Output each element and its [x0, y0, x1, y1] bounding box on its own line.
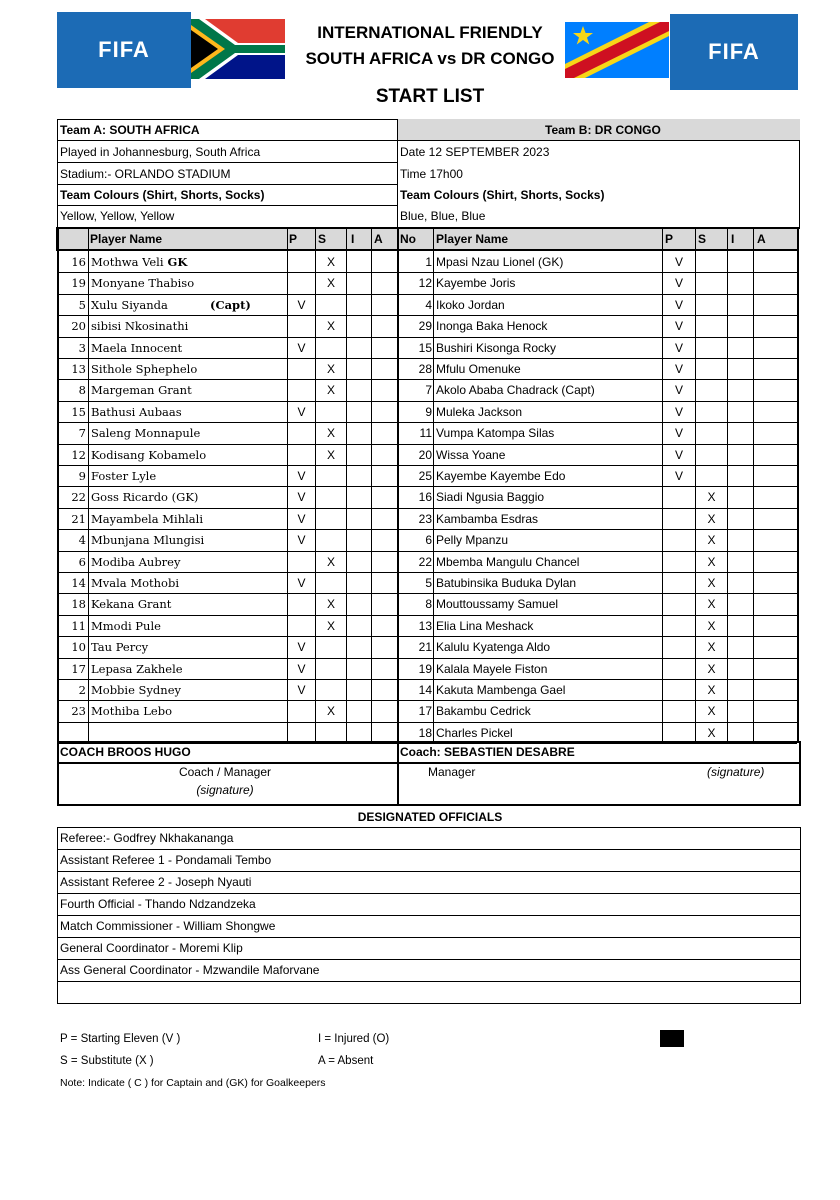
official-name: Referee:- Godfrey Nkhakananga: [60, 831, 234, 845]
team-a-player-number: 14: [71, 576, 86, 590]
team-b-player-number: 20: [418, 448, 432, 462]
team-b-player-number: 16: [418, 490, 432, 504]
team-a-starting-mark: V: [297, 405, 306, 419]
team-a-substitute-mark: X: [326, 448, 335, 462]
manager-label-b: Manager: [428, 765, 476, 779]
team-b-player-name: Kakuta Mambenga Gael: [436, 683, 566, 697]
official-name: Assistant Referee 2 - Joseph Nyauti: [60, 875, 252, 889]
south-africa-flag-icon: [191, 19, 285, 79]
team-a-player-number: 19: [71, 276, 86, 290]
header-s-b: S: [698, 232, 707, 246]
header-no: No: [400, 232, 416, 246]
column-line: [797, 228, 799, 743]
team-a-player-name: Mvala Mothobi: [91, 576, 180, 590]
team-a-starting-mark: V: [297, 662, 306, 676]
team-b-player-number: 13: [418, 619, 432, 633]
official-row: [57, 981, 801, 1004]
team-a-player-number: 3: [78, 341, 86, 355]
team-b-substitute-mark: X: [707, 555, 716, 569]
team-a-player-number: 23: [71, 704, 86, 718]
legend-a: A = Absent: [318, 1055, 374, 1067]
team-a-player-name: Bathusi Aubaas: [91, 405, 182, 419]
team-b-player-name: Charles Pickel: [436, 726, 513, 740]
team-b-player-name: Batubinsika Buduka Dylan: [436, 576, 577, 590]
team-b-player-name: Siadi Ngusia Baggio: [436, 490, 545, 504]
team-a-substitute-mark: X: [326, 597, 335, 611]
team-a-player-number: 11: [71, 619, 86, 633]
team-b-player-number: 23: [418, 512, 432, 526]
team-b-starting-mark: V: [674, 319, 683, 333]
team-b-starting-mark: V: [674, 255, 683, 269]
team-b-player-name: Bakambu Cedrick: [436, 704, 531, 718]
team-b-player-number: 18: [418, 726, 432, 740]
column-line: [57, 228, 59, 743]
fifa-logo-left: FIFA: [57, 12, 191, 88]
team-b-player-name: Kayembe Kayembe Edo: [436, 469, 566, 483]
team-b-player-name: Elia Lina Meshack: [436, 619, 534, 633]
column-line: [753, 228, 754, 743]
team-b-player-name: Bushiri Kisonga Rocky: [436, 341, 557, 355]
column-line: [315, 228, 316, 743]
header-s-a: S: [318, 232, 327, 246]
title-line-2: SOUTH AFRICA vs DR CONGO: [305, 49, 555, 68]
team-a-player-tag: GK: [167, 255, 188, 269]
header-a-a: A: [374, 232, 383, 246]
team-b-player-number: 11: [419, 426, 432, 440]
team-b-player-name: Pelly Mpanzu: [436, 533, 509, 547]
team-b-starting-mark: V: [674, 298, 683, 312]
team-b-substitute-mark: X: [707, 597, 716, 611]
team-b-player-number: 1: [425, 255, 432, 269]
official-name: Match Commissioner - William Shongwe: [60, 919, 276, 933]
team-a-substitute-mark: X: [326, 276, 335, 290]
team-b-player-number: 29: [418, 319, 432, 333]
coach-a-name: COACH BROOS HUGO: [60, 745, 191, 759]
team-a-player-name: Maela Innocent: [91, 341, 183, 355]
coach-manager-label-a: Coach / Manager: [178, 765, 272, 779]
team-b-player-number: 15: [418, 341, 432, 355]
team-b-player-name: Vumpa Katompa Silas: [436, 426, 555, 440]
team-a-starting-mark: V: [297, 469, 306, 483]
team-b-starting-mark: V: [674, 469, 683, 483]
team-b-starting-mark: V: [674, 383, 683, 397]
team-b-player-number: 9: [425, 405, 432, 419]
column-line: [346, 228, 347, 743]
team-a-player-name: Lepasa Zakhele: [91, 662, 183, 676]
team-a-player-name: Mmodi Pule: [91, 619, 161, 633]
team-b-colours: Blue, Blue, Blue: [400, 209, 486, 223]
legend-i: I = Injured (O): [318, 1033, 390, 1045]
team-a-player-number: 20: [71, 319, 86, 333]
team-a-player-name: Mayambela Mihlali: [91, 512, 203, 526]
team-b-starting-mark: V: [674, 405, 683, 419]
team-b-player-number: 8: [425, 597, 432, 611]
team-a-player-number: 6: [78, 555, 86, 569]
dr-congo-flag-icon: [565, 22, 669, 78]
official-name: General Coordinator - Moremi Klip: [60, 941, 243, 955]
team-a-substitute-mark: X: [326, 383, 335, 397]
team-b-substitute-mark: X: [707, 619, 716, 633]
team-a-player-number: 13: [71, 362, 86, 376]
team-a-player-name: [91, 252, 285, 272]
legend-p: P = Starting Eleven (V ): [60, 1033, 181, 1045]
title-line-1: INTERNATIONAL FRIENDLY: [317, 23, 543, 42]
team-a-starting-mark: V: [297, 576, 306, 590]
header-player-name-b: Player Name: [436, 232, 509, 246]
team-a-player-name: Tau Percy: [91, 640, 149, 654]
team-a-player-number: 7: [78, 426, 86, 440]
column-line: [88, 228, 89, 743]
team-a-starting-mark: V: [297, 640, 306, 654]
team-a-starting-mark: V: [297, 533, 306, 547]
team-a-starting-mark: V: [297, 298, 306, 312]
team-a-starting-mark: V: [297, 341, 306, 355]
column-line: [397, 228, 399, 743]
team-b-player-name: Akolo Ababa Chadrack (Capt): [436, 383, 595, 397]
team-b-substitute-mark: X: [707, 533, 716, 547]
team-b-player-name: Kalulu Kyatenga Aldo: [436, 640, 551, 654]
fifa-logo-right: FIFA: [670, 14, 798, 90]
team-a-player-name: sibisi Nkosinathi: [91, 319, 189, 333]
team-b-substitute-mark: X: [707, 640, 716, 654]
legend-note: Note: Indicate ( C ) for Captain and (GK) for Goalkeepers: [60, 1077, 326, 1089]
team-a-player-name: Kekana Grant: [91, 597, 172, 611]
team-b-substitute-mark: X: [707, 704, 716, 718]
team-a-substitute-mark: X: [326, 555, 335, 569]
team-a-substitute-mark: X: [326, 704, 335, 718]
team-a-substitute-mark: X: [326, 619, 335, 633]
team-b-substitute-mark: X: [707, 512, 716, 526]
team-a-substitute-mark: X: [326, 426, 335, 440]
team-a-player-number: 16: [71, 255, 86, 269]
team-a-substitute-mark: X: [326, 362, 335, 376]
team-a-substitute-mark: X: [326, 319, 335, 333]
team-b-player-name: Mouttoussamy Samuel: [436, 597, 559, 611]
team-b-substitute-mark: X: [707, 576, 716, 590]
team-a-player-name-text: Mothwa Veli: [91, 255, 164, 269]
team-b-starting-mark: V: [674, 426, 683, 440]
team-a-player-name: Goss Ricardo (GK): [91, 490, 199, 504]
team-a-player-name: Margeman Grant: [91, 383, 192, 397]
team-b-substitute-mark: X: [707, 683, 716, 697]
coach-b-name: Coach: SEBASTIEN DESABRE: [400, 745, 575, 759]
team-a-starting-mark: V: [297, 512, 306, 526]
team-a-player-number: 10: [71, 640, 86, 654]
team-b-starting-mark: V: [674, 341, 683, 355]
team-a-player-number: 17: [71, 662, 86, 676]
team-a-player-name: Modiba Aubrey: [91, 555, 181, 569]
header-player-name-a: Player Name: [90, 232, 163, 246]
team-a-label: Team A: SOUTH AFRICA: [60, 123, 200, 137]
team-b-player-number: 4: [425, 298, 432, 312]
legend-s: S = Substitute (X ): [60, 1055, 154, 1067]
header-p-b: P: [665, 232, 674, 246]
team-a-player-number: 4: [78, 533, 86, 547]
official-name: Ass General Coordinator - Mzwandile Maforvane: [60, 963, 320, 977]
team-b-player-name: Mfulu Omenuke: [436, 362, 521, 376]
team-b-substitute-mark: X: [707, 662, 716, 676]
team-b-label: Team B: DR CONGO: [545, 123, 661, 137]
team-a-player-number: 18: [71, 597, 86, 611]
match-date: Date 12 SEPTEMBER 2023: [400, 145, 550, 159]
team-b-player-name: Kambamba Esdras: [436, 512, 539, 526]
team-b-player-name: Muleka Jackson: [436, 405, 523, 419]
team-a-colours-label: Team Colours (Shirt, Shorts, Socks): [60, 188, 265, 202]
team-a-player-name: Xulu Siyanda: [91, 298, 168, 312]
team-b-player-number: 5: [425, 576, 432, 590]
team-a-player-number: 8: [78, 383, 86, 397]
team-b-player-name: Inonga Baka Henock: [436, 319, 548, 333]
team-b-substitute-mark: X: [707, 726, 716, 740]
team-a-player-number: 22: [71, 490, 86, 504]
team-b-starting-mark: V: [674, 362, 683, 376]
column-line: [371, 228, 372, 743]
header-p-a: P: [289, 232, 298, 246]
team-a-player-number: 21: [71, 512, 86, 526]
team-a-player-number: 15: [71, 405, 86, 419]
team-b-starting-mark: V: [674, 276, 683, 290]
team-a-player-number: 5: [78, 298, 86, 312]
team-b-player-number: 12: [418, 276, 432, 290]
played-in: Played in Johannesburg, South Africa: [60, 145, 261, 159]
team-b-player-number: 6: [425, 533, 432, 547]
black-box: [660, 1030, 684, 1047]
team-a-substitute-mark: X: [326, 255, 335, 269]
signature-label-b: (signature): [707, 765, 765, 779]
official-name: Assistant Referee 1 - Pondamali Tembo: [60, 853, 272, 867]
team-b-player-name: Mpasi Nzau Lionel (GK): [436, 255, 564, 269]
team-b-colours-label: Team Colours (Shirt, Shorts, Socks): [400, 188, 605, 202]
team-a-starting-mark: V: [297, 490, 306, 504]
officials-heading: DESIGNATED OFFICIALS: [357, 810, 503, 824]
team-b-player-number: 21: [418, 640, 432, 654]
team-a-player-name: Monyane Thabiso: [91, 276, 195, 290]
team-b-player-name: Ikoko Jordan: [436, 298, 505, 312]
team-a-starting-mark: V: [297, 683, 306, 697]
stadium: Stadium:- ORLANDO STADIUM: [60, 167, 231, 181]
team-a-player-name: Mbunjana Mlungisi: [91, 533, 205, 547]
match-time: Time 17h00: [400, 167, 463, 181]
team-b-substitute-mark: X: [707, 490, 716, 504]
signature-label-a: (signature): [196, 783, 254, 797]
header-a-b: A: [757, 232, 766, 246]
team-b-player-name: Mbemba Mangulu Chancel: [436, 555, 580, 569]
team-b-player-number: 17: [418, 704, 432, 718]
team-b-player-number: 25: [418, 469, 432, 483]
team-a-player-number: 12: [71, 448, 86, 462]
team-a-player-name: Foster Lyle: [91, 469, 157, 483]
official-name: Fourth Official - Thando Ndzandzeka: [60, 897, 256, 911]
team-b-player-number: 19: [418, 662, 432, 676]
team-a-player-name: Mobbie Sydney: [91, 683, 182, 697]
team-a-player-name: Mothiba Lebo: [91, 704, 173, 718]
team-a-player-number: 2: [78, 683, 86, 697]
team-a-player-tag: (Capt): [210, 298, 251, 312]
column-line: [727, 228, 728, 743]
team-b-player-name: Kalala Mayele Fiston: [436, 662, 548, 676]
team-a-player-number: 9: [78, 469, 86, 483]
header-i-b: I: [731, 232, 735, 246]
team-b-player-name: Wissa Yoane: [436, 448, 506, 462]
team-b-starting-mark: V: [674, 448, 683, 462]
team-b-player-number: 28: [418, 362, 432, 376]
team-b-player-number: 7: [425, 383, 432, 397]
start-list-title: START LIST: [375, 86, 485, 107]
team-a-colours: Yellow, Yellow, Yellow: [60, 209, 175, 223]
team-b-player-name: Kayembe Joris: [436, 276, 516, 290]
header-i-a: I: [351, 232, 355, 246]
team-a-player-name: Saleng Monnapule: [91, 426, 201, 440]
team-a-player-name: Sithole Sphephelo: [91, 362, 198, 376]
column-line: [433, 228, 434, 743]
team-a-player-name: Kodisang Kobamelo: [91, 448, 207, 462]
team-b-player-number: 22: [418, 555, 432, 569]
team-b-player-number: 14: [418, 683, 432, 697]
